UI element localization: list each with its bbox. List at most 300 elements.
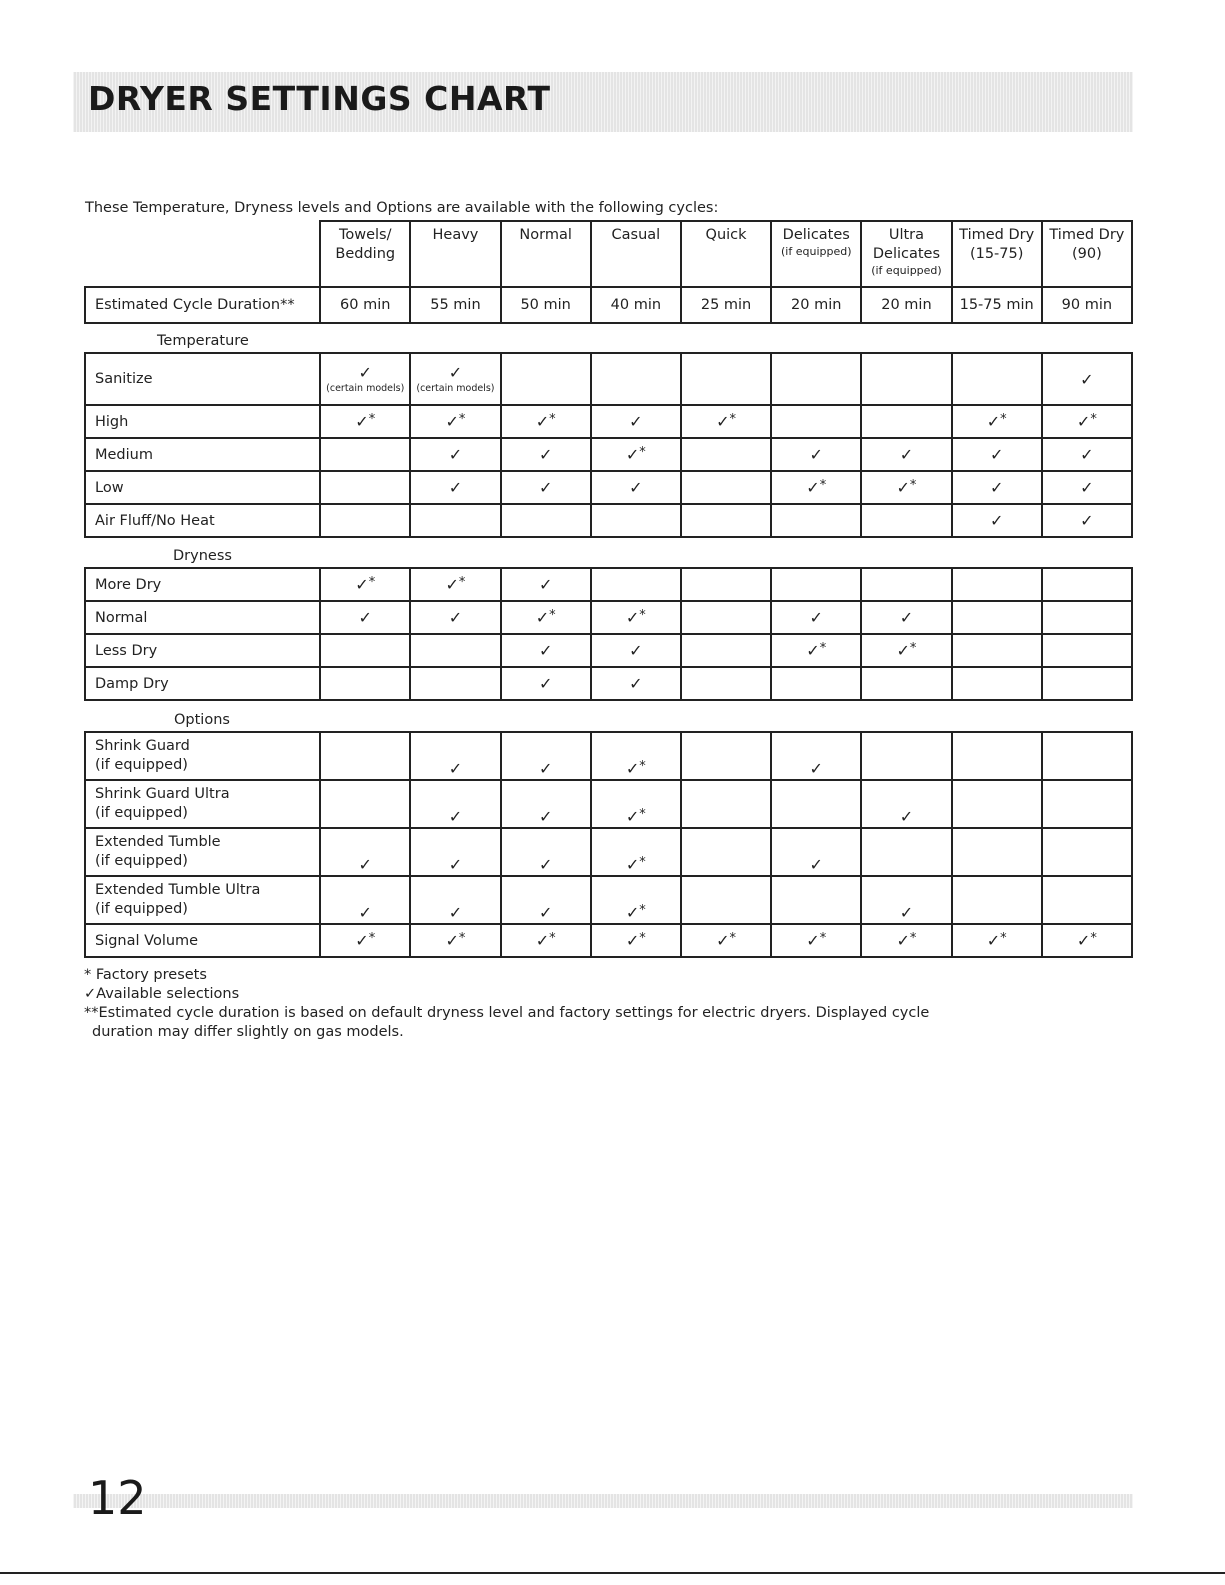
cycle-header bbox=[410, 221, 500, 287]
setting-cell bbox=[952, 667, 1042, 700]
page-number: 12 bbox=[88, 1471, 147, 1525]
duration-row bbox=[85, 287, 1132, 323]
setting-row bbox=[85, 471, 1132, 504]
check-icon: ✓ bbox=[358, 903, 372, 922]
setting-label bbox=[85, 667, 320, 700]
factory-preset-star: * bbox=[729, 931, 736, 946]
setting-cell bbox=[952, 601, 1042, 634]
setting-cell bbox=[1042, 828, 1132, 876]
check-icon: ✓ bbox=[629, 674, 643, 693]
setting-cell bbox=[591, 353, 681, 405]
setting-cell bbox=[591, 924, 681, 957]
check-icon: ✓ bbox=[809, 855, 823, 874]
check-icon: ✓ bbox=[989, 511, 1004, 530]
cycle-name: Ultra bbox=[888, 227, 925, 243]
setting-row bbox=[85, 732, 1132, 780]
setting-label bbox=[85, 732, 320, 780]
cycle-name: Timed Dry bbox=[1049, 227, 1125, 243]
setting-cell bbox=[320, 568, 410, 601]
setting-cell bbox=[501, 568, 591, 601]
factory-preset-star: * bbox=[639, 608, 646, 623]
setting-name: Damp Dry bbox=[95, 675, 169, 692]
setting-name: Less Dry bbox=[95, 642, 158, 659]
setting-name: Medium bbox=[95, 446, 153, 463]
setting-cell bbox=[591, 471, 681, 504]
check-icon: ✓ bbox=[806, 641, 820, 660]
check-icon: ✓ bbox=[899, 608, 914, 627]
setting-cell bbox=[861, 504, 951, 537]
setting-cell bbox=[501, 732, 591, 780]
setting-cell bbox=[861, 876, 951, 924]
check-icon: ✓ bbox=[809, 445, 823, 464]
factory-preset-star: * bbox=[639, 931, 646, 946]
setting-cell bbox=[861, 471, 951, 504]
setting-note: (if equipped) bbox=[95, 901, 188, 917]
check-icon: ✓ bbox=[896, 641, 910, 660]
setting-name: Low bbox=[95, 479, 124, 496]
check-icon: ✓ bbox=[358, 362, 372, 382]
setting-cell bbox=[410, 353, 500, 405]
check-icon: ✓ bbox=[625, 445, 640, 464]
setting-cell bbox=[1042, 568, 1132, 601]
setting-cell bbox=[861, 732, 951, 780]
factory-preset-star: * bbox=[909, 641, 917, 656]
check-icon: ✓ bbox=[625, 903, 640, 922]
cycle-name: Quick bbox=[705, 227, 747, 243]
duration-label: Estimated Cycle Duration** bbox=[85, 287, 320, 323]
setting-cell bbox=[591, 876, 681, 924]
setting-cell bbox=[681, 667, 771, 700]
setting-label bbox=[85, 924, 320, 957]
setting-cell bbox=[410, 780, 500, 828]
setting-cell bbox=[861, 438, 951, 471]
setting-cell bbox=[591, 601, 681, 634]
setting-label bbox=[85, 471, 320, 504]
cycle-name: Casual bbox=[611, 227, 661, 243]
check-icon: ✓ bbox=[989, 478, 1004, 497]
factory-preset-star: * bbox=[639, 759, 646, 774]
check-wrap bbox=[321, 363, 409, 382]
cycle-header bbox=[591, 221, 681, 287]
check-icon: ✓ bbox=[625, 608, 640, 627]
section-heading-temperature: Temperature bbox=[157, 333, 249, 349]
setting-row bbox=[85, 568, 1132, 601]
check-icon: ✓ bbox=[538, 903, 553, 922]
setting-cell bbox=[952, 438, 1042, 471]
duration-value: 55 min bbox=[410, 287, 500, 323]
setting-cell bbox=[952, 405, 1042, 438]
setting-cell bbox=[591, 780, 681, 828]
setting-name: Air Fluff/No Heat bbox=[95, 512, 215, 529]
setting-cell bbox=[861, 353, 951, 405]
check-icon: ✓ bbox=[625, 807, 640, 826]
setting-label bbox=[85, 405, 320, 438]
setting-label bbox=[85, 634, 320, 667]
setting-cell bbox=[771, 828, 861, 876]
check-icon: ✓ bbox=[538, 445, 553, 464]
cycle-name-line2: (15-75) bbox=[969, 246, 1024, 262]
setting-cell bbox=[681, 876, 771, 924]
check-icon: ✓ bbox=[1076, 931, 1091, 950]
setting-cell bbox=[1042, 924, 1132, 957]
cycle-header bbox=[681, 221, 771, 287]
setting-label bbox=[85, 504, 320, 537]
section-heading-options: Options bbox=[174, 712, 230, 728]
setting-cell bbox=[681, 634, 771, 667]
check-icon: ✓ bbox=[806, 931, 820, 950]
footnote-presets: * Factory presets bbox=[84, 967, 207, 983]
cycle-name: Towels/ bbox=[338, 227, 392, 243]
setting-label bbox=[85, 568, 320, 601]
setting-cell bbox=[501, 353, 591, 405]
setting-cell bbox=[952, 471, 1042, 504]
setting-cell bbox=[410, 876, 500, 924]
setting-cell bbox=[861, 828, 951, 876]
setting-cell bbox=[681, 828, 771, 876]
setting-cell bbox=[591, 634, 681, 667]
setting-cell bbox=[681, 924, 771, 957]
setting-cell bbox=[501, 828, 591, 876]
setting-cell bbox=[320, 667, 410, 700]
check-icon: ✓ bbox=[1076, 412, 1091, 431]
check-icon: ✓ bbox=[448, 362, 463, 382]
cycle-header-row bbox=[85, 221, 1132, 287]
setting-cell bbox=[1042, 438, 1132, 471]
setting-cell bbox=[771, 568, 861, 601]
page-footer-bar bbox=[73, 1494, 1133, 1508]
check-icon: ✓ bbox=[535, 931, 550, 950]
cycle-header bbox=[771, 221, 861, 287]
cycle-name: Delicates bbox=[782, 227, 850, 243]
setting-cell bbox=[320, 828, 410, 876]
setting-cell bbox=[952, 504, 1042, 537]
duration-value: 90 min bbox=[1042, 287, 1132, 323]
setting-cell bbox=[320, 924, 410, 957]
options-table bbox=[84, 731, 1133, 958]
cycle-name-line2: (90) bbox=[1072, 246, 1102, 262]
setting-note: (if equipped) bbox=[95, 853, 188, 869]
setting-cell bbox=[501, 667, 591, 700]
check-icon: ✓ bbox=[448, 608, 463, 627]
setting-cell bbox=[771, 634, 861, 667]
setting-cell bbox=[952, 828, 1042, 876]
duration-value: 20 min bbox=[771, 287, 861, 323]
setting-cell bbox=[501, 601, 591, 634]
setting-cell bbox=[591, 504, 681, 537]
check-icon: ✓ bbox=[629, 641, 643, 660]
setting-cell bbox=[591, 568, 681, 601]
check-icon: ✓ bbox=[625, 931, 640, 950]
setting-row bbox=[85, 780, 1132, 828]
check-icon: ✓ bbox=[986, 412, 1001, 431]
check-icon: ✓ bbox=[896, 931, 910, 950]
check-icon: ✓ bbox=[716, 412, 730, 431]
factory-preset-star: * bbox=[1000, 412, 1007, 427]
setting-cell bbox=[681, 601, 771, 634]
check-icon: ✓ bbox=[629, 412, 643, 431]
setting-note: (if equipped) bbox=[95, 757, 188, 773]
check-icon: ✓ bbox=[355, 575, 369, 594]
cycle-header bbox=[320, 221, 410, 287]
setting-cell bbox=[501, 471, 591, 504]
setting-cell bbox=[771, 601, 861, 634]
check-icon: ✓ bbox=[358, 855, 372, 874]
setting-label bbox=[85, 780, 320, 828]
factory-preset-star: * bbox=[819, 641, 827, 656]
check-icon: ✓ bbox=[448, 855, 463, 874]
setting-cell bbox=[1042, 667, 1132, 700]
check-icon: ✓ bbox=[899, 445, 914, 464]
check-icon: ✓ bbox=[625, 855, 640, 874]
certain-models-note: (certain models) bbox=[326, 382, 405, 394]
factory-preset-star: * bbox=[368, 931, 376, 946]
check-icon: ✓ bbox=[538, 478, 553, 497]
setting-label bbox=[85, 828, 320, 876]
setting-cell bbox=[1042, 471, 1132, 504]
bottom-rule bbox=[0, 1572, 1225, 1574]
setting-cell bbox=[861, 601, 951, 634]
check-icon: ✓ bbox=[629, 478, 643, 497]
setting-cell bbox=[501, 876, 591, 924]
check-icon: ✓ bbox=[989, 445, 1004, 464]
setting-name: Shrink Guard Ultra bbox=[95, 786, 230, 802]
dryness-table bbox=[84, 567, 1133, 701]
footnote-available: ✓Available selections bbox=[84, 986, 240, 1002]
certain-models-note: (certain models) bbox=[416, 382, 495, 394]
setting-cell bbox=[681, 438, 771, 471]
setting-cell bbox=[501, 924, 591, 957]
setting-cell bbox=[410, 828, 500, 876]
setting-row bbox=[85, 667, 1132, 700]
setting-cell bbox=[771, 876, 861, 924]
setting-cell bbox=[861, 924, 951, 957]
setting-label bbox=[85, 876, 320, 924]
check-icon: ✓ bbox=[445, 575, 459, 594]
setting-cell bbox=[771, 732, 861, 780]
page-title: DRYER SETTINGS CHART bbox=[88, 79, 551, 118]
setting-cell bbox=[591, 732, 681, 780]
duration-value: 25 min bbox=[681, 287, 771, 323]
setting-cell bbox=[952, 732, 1042, 780]
cycle-header bbox=[952, 221, 1042, 287]
setting-cell bbox=[320, 634, 410, 667]
setting-note: (if equipped) bbox=[95, 805, 188, 821]
duration-value: 60 min bbox=[320, 287, 410, 323]
setting-name: More Dry bbox=[95, 576, 162, 593]
setting-row bbox=[85, 876, 1132, 924]
setting-row bbox=[85, 405, 1132, 438]
factory-preset-star: * bbox=[819, 931, 827, 946]
factory-preset-star: * bbox=[1090, 931, 1097, 946]
check-icon: ✓ bbox=[1080, 478, 1094, 497]
setting-name: Shrink Guard bbox=[95, 738, 190, 754]
setting-row bbox=[85, 438, 1132, 471]
check-wrap bbox=[411, 363, 499, 382]
setting-cell bbox=[410, 667, 500, 700]
setting-cell bbox=[771, 667, 861, 700]
setting-cell bbox=[771, 471, 861, 504]
setting-cell bbox=[410, 634, 500, 667]
cycle-header bbox=[501, 221, 591, 287]
factory-preset-star: * bbox=[909, 478, 917, 493]
setting-cell bbox=[771, 504, 861, 537]
setting-cell bbox=[320, 732, 410, 780]
setting-cell bbox=[410, 405, 500, 438]
setting-cell bbox=[771, 924, 861, 957]
check-icon: ✓ bbox=[809, 608, 823, 627]
setting-cell bbox=[320, 876, 410, 924]
footnote-duration-cont: duration may differ slightly on gas models. bbox=[92, 1024, 404, 1040]
cycle-name-line2: Bedding bbox=[335, 246, 396, 262]
setting-label bbox=[85, 601, 320, 634]
check-icon: ✓ bbox=[448, 807, 463, 826]
setting-cell bbox=[410, 568, 500, 601]
setting-cell bbox=[681, 568, 771, 601]
setting-cell bbox=[952, 634, 1042, 667]
check-icon: ✓ bbox=[358, 608, 372, 627]
check-icon: ✓ bbox=[538, 807, 553, 826]
setting-cell bbox=[1042, 504, 1132, 537]
setting-cell bbox=[1042, 601, 1132, 634]
check-icon: ✓ bbox=[899, 903, 914, 922]
check-icon: ✓ bbox=[1080, 445, 1094, 464]
setting-cell bbox=[681, 780, 771, 828]
factory-preset-star: * bbox=[458, 931, 466, 946]
setting-row bbox=[85, 353, 1132, 405]
setting-cell bbox=[410, 471, 500, 504]
factory-preset-star: * bbox=[1000, 931, 1007, 946]
check-icon: ✓ bbox=[445, 412, 459, 431]
setting-row bbox=[85, 504, 1132, 537]
setting-row bbox=[85, 634, 1132, 667]
setting-cell bbox=[771, 438, 861, 471]
setting-cell bbox=[501, 504, 591, 537]
check-icon: ✓ bbox=[355, 931, 369, 950]
factory-preset-star: * bbox=[549, 608, 556, 623]
duration-value: 15-75 min bbox=[952, 287, 1042, 323]
setting-cell bbox=[681, 405, 771, 438]
setting-row bbox=[85, 828, 1132, 876]
setting-cell bbox=[771, 353, 861, 405]
setting-cell bbox=[1042, 634, 1132, 667]
setting-cell bbox=[410, 504, 500, 537]
check-icon: ✓ bbox=[809, 759, 823, 778]
setting-cell bbox=[861, 780, 951, 828]
check-icon: ✓ bbox=[535, 412, 550, 431]
setting-cell bbox=[952, 876, 1042, 924]
intro-text: These Temperature, Dryness levels and Options are available with the following cycles: bbox=[85, 200, 719, 216]
setting-cell bbox=[1042, 876, 1132, 924]
setting-cell bbox=[1042, 353, 1132, 405]
setting-cell bbox=[861, 568, 951, 601]
setting-cell bbox=[1042, 780, 1132, 828]
setting-cell bbox=[861, 634, 951, 667]
setting-name: Extended Tumble Ultra bbox=[95, 882, 261, 898]
setting-cell bbox=[320, 601, 410, 634]
cycle-note: (if equipped) bbox=[871, 264, 942, 277]
footnote-duration: **Estimated cycle duration is based on default dryness level and factory settings for electric dryers. Displayed cycle bbox=[84, 1005, 930, 1021]
setting-cell bbox=[952, 353, 1042, 405]
check-icon: ✓ bbox=[1080, 511, 1094, 530]
setting-name: Normal bbox=[95, 609, 148, 626]
factory-preset-star: * bbox=[909, 931, 917, 946]
setting-cell bbox=[591, 828, 681, 876]
setting-cell bbox=[501, 405, 591, 438]
cycle-header bbox=[1042, 221, 1132, 287]
check-icon: ✓ bbox=[1080, 369, 1094, 389]
setting-cell bbox=[771, 405, 861, 438]
cycle-name: Normal bbox=[519, 227, 572, 243]
check-icon: ✓ bbox=[535, 608, 550, 627]
setting-cell bbox=[501, 780, 591, 828]
check-icon: ✓ bbox=[986, 931, 1001, 950]
setting-cell bbox=[410, 601, 500, 634]
setting-label bbox=[85, 353, 320, 405]
setting-cell bbox=[591, 667, 681, 700]
setting-cell bbox=[501, 438, 591, 471]
setting-cell bbox=[320, 471, 410, 504]
setting-cell bbox=[320, 780, 410, 828]
factory-preset-star: * bbox=[819, 478, 827, 493]
setting-cell bbox=[681, 732, 771, 780]
factory-preset-star: * bbox=[549, 931, 556, 946]
setting-cell bbox=[320, 438, 410, 471]
factory-preset-star: * bbox=[639, 445, 646, 460]
factory-preset-star: * bbox=[458, 412, 466, 427]
setting-cell bbox=[591, 405, 681, 438]
factory-preset-star: * bbox=[549, 412, 556, 427]
check-icon: ✓ bbox=[445, 931, 459, 950]
setting-cell bbox=[320, 405, 410, 438]
setting-cell bbox=[861, 667, 951, 700]
setting-cell bbox=[410, 924, 500, 957]
setting-name: Sanitize bbox=[95, 371, 153, 387]
duration-value: 50 min bbox=[501, 287, 591, 323]
footnotes bbox=[84, 966, 929, 1042]
setting-cell bbox=[861, 405, 951, 438]
check-icon: ✓ bbox=[448, 903, 463, 922]
setting-cell bbox=[952, 924, 1042, 957]
setting-cell bbox=[591, 438, 681, 471]
setting-cell bbox=[1042, 405, 1132, 438]
check-icon: ✓ bbox=[448, 478, 463, 497]
setting-cell bbox=[681, 504, 771, 537]
cycle-name: Timed Dry bbox=[959, 227, 1035, 243]
check-icon: ✓ bbox=[355, 412, 369, 431]
setting-cell bbox=[320, 353, 410, 405]
check-icon: ✓ bbox=[625, 759, 640, 778]
setting-cell bbox=[1042, 732, 1132, 780]
duration-value: 20 min bbox=[861, 287, 951, 323]
check-icon: ✓ bbox=[896, 478, 910, 497]
section-heading-dryness: Dryness bbox=[173, 548, 232, 564]
setting-name: Extended Tumble bbox=[95, 834, 221, 850]
setting-name: High bbox=[95, 413, 129, 430]
factory-preset-star: * bbox=[729, 412, 736, 427]
setting-cell bbox=[410, 438, 500, 471]
duration-value: 40 min bbox=[591, 287, 681, 323]
factory-preset-star: * bbox=[639, 807, 646, 822]
setting-cell bbox=[501, 634, 591, 667]
setting-cell bbox=[771, 780, 861, 828]
setting-row bbox=[85, 924, 1132, 957]
check-icon: ✓ bbox=[538, 759, 553, 778]
factory-preset-star: * bbox=[368, 575, 376, 590]
setting-cell bbox=[681, 353, 771, 405]
cycle-header-table bbox=[84, 220, 1133, 324]
cycle-header bbox=[861, 221, 951, 287]
setting-cell bbox=[410, 732, 500, 780]
